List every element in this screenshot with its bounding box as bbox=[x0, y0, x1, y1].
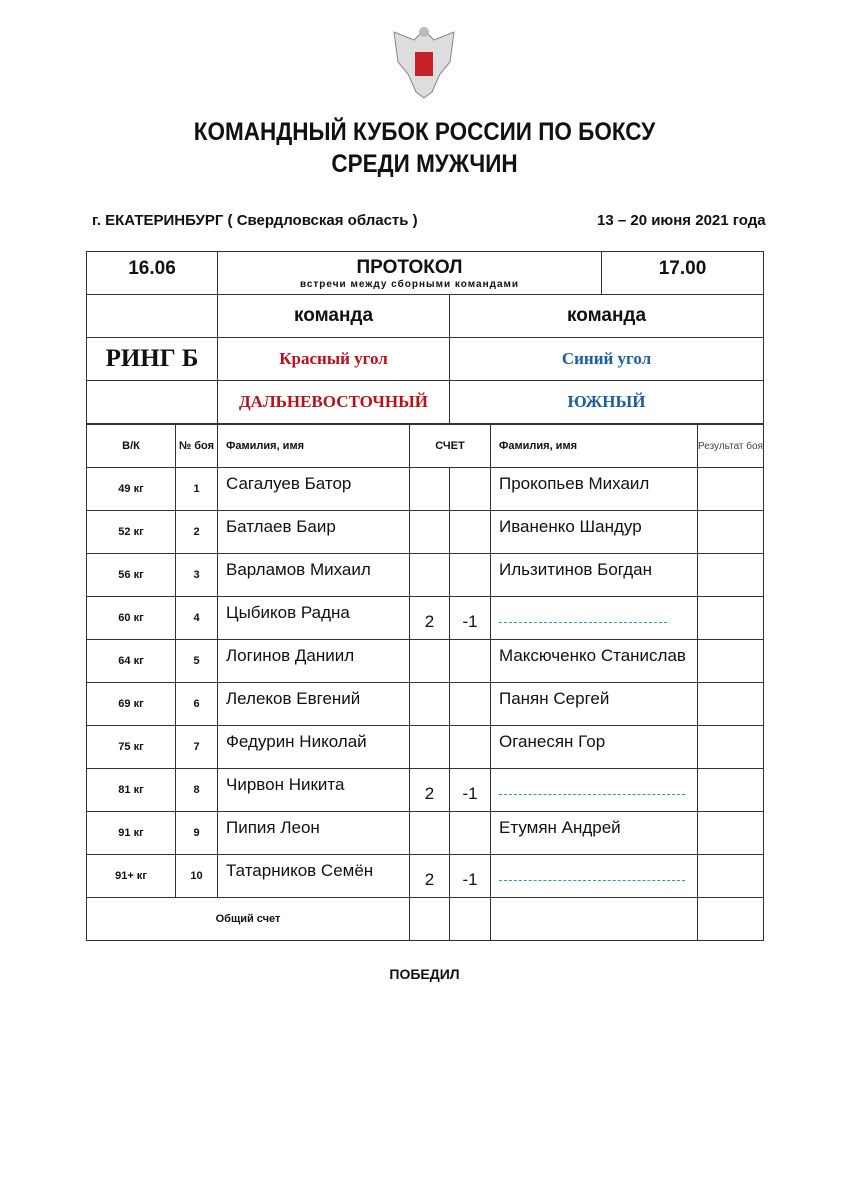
score-red bbox=[410, 812, 450, 855]
bout-no: 9 bbox=[176, 812, 218, 855]
red-boxer: Пипия Леон bbox=[218, 812, 410, 855]
weight: 91+ кг bbox=[87, 855, 176, 898]
table-row bbox=[87, 597, 764, 640]
red-team: ДАЛЬНЕВОСТОЧНЫЙ bbox=[218, 381, 450, 424]
table-row bbox=[87, 683, 764, 726]
blue-boxer: Максюченко Станислав bbox=[491, 640, 698, 683]
title-line2: СРЕДИ МУЖЧИН bbox=[331, 150, 518, 178]
bout-no: 1 bbox=[176, 468, 218, 511]
match-time: 17.00 bbox=[602, 252, 764, 295]
weight: 91 кг bbox=[87, 812, 176, 855]
result bbox=[698, 683, 764, 726]
blue-team: ЮЖНЫЙ bbox=[450, 381, 764, 424]
bouts-table bbox=[86, 424, 764, 941]
result bbox=[698, 468, 764, 511]
result bbox=[698, 511, 764, 554]
score-red bbox=[410, 683, 450, 726]
blue-corner: Синий угол bbox=[450, 338, 764, 381]
result bbox=[698, 640, 764, 683]
red-boxer: Татарников Семён bbox=[218, 855, 410, 898]
bout-no: 3 bbox=[176, 554, 218, 597]
protocol-title-cell bbox=[218, 252, 602, 295]
red-boxer: Сагалуев Батор bbox=[218, 468, 410, 511]
weight: 56 кг bbox=[87, 554, 176, 597]
score-blue bbox=[450, 511, 491, 554]
score-red bbox=[410, 726, 450, 769]
score-blue bbox=[450, 683, 491, 726]
red-boxer: Лелеков Евгений bbox=[218, 683, 410, 726]
score-blue bbox=[450, 640, 491, 683]
protocol-header-table bbox=[86, 251, 764, 424]
bout-no: 10 bbox=[176, 855, 218, 898]
weight: 52 кг bbox=[87, 511, 176, 554]
dates: 13 – 20 июня 2021 года bbox=[597, 212, 766, 229]
red-boxer: Батлаев Баир bbox=[218, 511, 410, 554]
col-result: Результат боя bbox=[698, 425, 764, 468]
score-blue: -1 bbox=[450, 855, 491, 898]
total-label: Общий счет bbox=[87, 898, 410, 941]
winner-label: ПОБЕДИЛ bbox=[389, 966, 460, 982]
table-row bbox=[87, 726, 764, 769]
score-red bbox=[410, 640, 450, 683]
red-boxer: Логинов Даниил bbox=[218, 640, 410, 683]
score-blue bbox=[450, 554, 491, 597]
col-name-blue: Фамилия, имя bbox=[491, 425, 698, 468]
weight: 64 кг bbox=[87, 640, 176, 683]
bout-no: 5 bbox=[176, 640, 218, 683]
red-boxer: Чирвон Никита bbox=[218, 769, 410, 812]
weight: 60 кг bbox=[87, 597, 176, 640]
table-row bbox=[87, 468, 764, 511]
red-boxer: Цыбиков Радна bbox=[218, 597, 410, 640]
result bbox=[698, 554, 764, 597]
weight: 75 кг bbox=[87, 726, 176, 769]
red-corner: Красный угол bbox=[218, 338, 450, 381]
bout-no: 4 bbox=[176, 597, 218, 640]
result bbox=[698, 597, 764, 640]
bout-no: 8 bbox=[176, 769, 218, 812]
score-blue: -1 bbox=[450, 597, 491, 640]
protocol-title: ПРОТОКОЛ bbox=[356, 256, 463, 278]
table-row bbox=[87, 812, 764, 855]
col-score: СЧЕТ bbox=[410, 425, 491, 468]
blue-boxer: Ильзитинов Богдан bbox=[491, 554, 698, 597]
result bbox=[698, 812, 764, 855]
table-row bbox=[87, 511, 764, 554]
score-blue bbox=[450, 812, 491, 855]
col-bout-no: № боя bbox=[176, 425, 218, 468]
red-boxer: Федурин Николай bbox=[218, 726, 410, 769]
result bbox=[698, 769, 764, 812]
score-red: 2 bbox=[410, 597, 450, 640]
match-date: 16.06 bbox=[87, 252, 218, 295]
team-label-red: команда bbox=[218, 295, 450, 338]
score-red bbox=[410, 468, 450, 511]
table-row bbox=[87, 855, 764, 898]
bout-no: 2 bbox=[176, 511, 218, 554]
score-blue bbox=[450, 468, 491, 511]
table-row bbox=[87, 554, 764, 597]
table-row bbox=[87, 640, 764, 683]
red-boxer: Варламов Михаил bbox=[218, 554, 410, 597]
blue-boxer: Етумян Андрей bbox=[491, 812, 698, 855]
result bbox=[698, 726, 764, 769]
blue-boxer-empty bbox=[491, 855, 698, 898]
weight: 49 кг bbox=[87, 468, 176, 511]
blue-boxer-empty bbox=[491, 597, 698, 640]
blue-boxer: Прокопьев Михаил bbox=[491, 468, 698, 511]
score-red: 2 bbox=[410, 855, 450, 898]
emblem-logo bbox=[384, 22, 464, 100]
location: г. ЕКАТЕРИНБУРГ ( Свердловская область ) bbox=[92, 212, 418, 229]
score-blue bbox=[450, 726, 491, 769]
blue-boxer: Панян Сергей bbox=[491, 683, 698, 726]
ring-label: РИНГ Б bbox=[87, 338, 218, 381]
title-line1: КОМАНДНЫЙ КУБОК РОССИИ ПО БОКСУ bbox=[193, 118, 656, 146]
table-row bbox=[87, 769, 764, 812]
bout-no: 6 bbox=[176, 683, 218, 726]
blue-boxer: Иваненко Шандур bbox=[491, 511, 698, 554]
blue-boxer-empty bbox=[491, 769, 698, 812]
col-weight: В/К bbox=[87, 425, 176, 468]
score-red: 2 bbox=[410, 769, 450, 812]
result bbox=[698, 855, 764, 898]
protocol-subtitle: встречи между сборными командами bbox=[299, 278, 520, 290]
score-red bbox=[410, 554, 450, 597]
weight: 69 кг bbox=[87, 683, 176, 726]
col-name-red: Фамилия, имя bbox=[218, 425, 410, 468]
score-red bbox=[410, 511, 450, 554]
blue-boxer: Оганесян Гор bbox=[491, 726, 698, 769]
team-label-blue: команда bbox=[450, 295, 764, 338]
weight: 81 кг bbox=[87, 769, 176, 812]
bout-no: 7 bbox=[176, 726, 218, 769]
score-blue: -1 bbox=[450, 769, 491, 812]
